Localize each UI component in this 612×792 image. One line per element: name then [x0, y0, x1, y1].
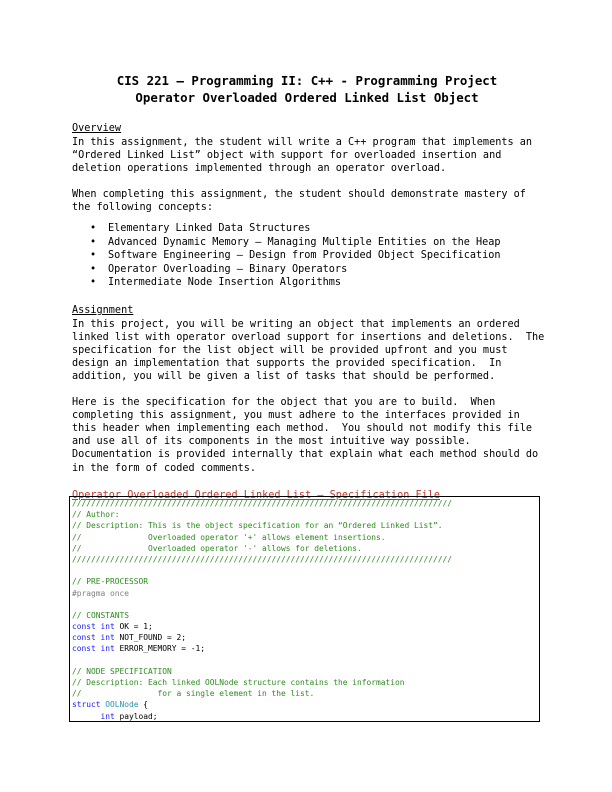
concept-item [72, 222, 542, 236]
concept-text: Elementary Linked Data Structures [108, 223, 311, 235]
code-token: // Overloaded operator '+' allows element insertions. [72, 532, 386, 542]
concept-list [72, 222, 542, 290]
code-token: #pragma once [72, 588, 130, 598]
concept-item [72, 276, 542, 290]
concept-text: Operator Overloading – Binary Operators [108, 263, 348, 275]
code-token: const int [72, 644, 115, 654]
paragraph-gap [72, 175, 542, 188]
code-line [72, 643, 537, 654]
code-line [72, 621, 537, 632]
concept-item [72, 249, 542, 263]
code-token: // CONSTANTS [72, 610, 130, 620]
document-title-line-2: Operator Overloaded Ordered Linked List Object [135, 90, 479, 105]
code-token: // Description: This is the object specification for an “Ordered Linked List”. [72, 521, 443, 531]
code-token: int [100, 711, 115, 721]
code-token: OOLNode [105, 700, 139, 710]
code-token: NOT_FOUND = 2; [114, 633, 187, 643]
code-token: OK = 1; [114, 622, 153, 632]
paragraph-gap [72, 383, 542, 396]
code-token: // NODE SPECIFICATION [72, 666, 172, 676]
assignment-paragraph-2: Here is the specification for the object that you are to build. When completing this assignment, you must adhere to the interfaces provided in this header when implementing each method. You should not modify this file and use all of its components in the most intuitive way possible. Documentation is provided internally that explain what each method should do in the form of coded comments. [72, 397, 539, 474]
code-line [72, 543, 537, 554]
assignment-paragraph-1: In this project, you will be writing an object that implements an ordered linked list with operator overload support for insertions and deletions. The specification for the list object will be provided upfront and you must design an implementation that supports the provided specification. In addition, you will be given a list of tasks that should be performed. [72, 318, 545, 382]
document-title-line-1: CIS 221 – Programming II: C++ - Programming Project [116, 73, 498, 88]
code-line [72, 632, 537, 643]
bullet-icon: • [90, 236, 97, 248]
concept-text: Intermediate Node Insertion Algorithms [108, 277, 342, 289]
code-line [72, 699, 537, 710]
code-token: // PRE-PROCESSOR [72, 577, 149, 587]
concept-item [72, 263, 542, 277]
concept-text: Advanced Dynamic Memory – Managing Multiple Entities on the Heap [108, 236, 501, 248]
code-line [72, 599, 537, 610]
code-line [72, 666, 537, 677]
code-line [72, 554, 537, 565]
concept-text: Software Engineering – Design from Provided Object Specification [108, 250, 501, 262]
code-line [72, 688, 537, 699]
code-token: // for a single element in the list. [72, 689, 315, 699]
code-line [72, 655, 537, 666]
code-line [72, 588, 537, 599]
spec-file-heading: Operator Overloaded Ordered Linked List – Specification File [72, 489, 441, 501]
code-token: //////////////////////////////////////////////////////////////////////////////// [72, 499, 453, 508]
concept-item [72, 236, 542, 250]
code-line [72, 509, 537, 520]
overview-paragraph-2: When completing this assignment, the student should demonstrate mastery of the following concepts: [72, 188, 526, 213]
bullet-icon: • [90, 250, 97, 262]
bullet-icon: • [90, 277, 97, 289]
overview-paragraph-1: In this assignment, the student will write a C++ program that implements an “Ordered Linked List” object with support for overloaded insertion and deletion operations implemented through an operator overload. [72, 136, 533, 174]
code-listing [69, 496, 540, 722]
code-line [72, 711, 537, 722]
code-token: ERROR_MEMORY = -1; [114, 644, 206, 654]
overview-heading: Overview [72, 123, 122, 134]
document-page [72, 72, 545, 502]
code-line [72, 532, 537, 543]
code-line [72, 565, 537, 576]
code-token: const int [72, 622, 115, 632]
code-line [72, 677, 537, 688]
code-token: struct [72, 700, 101, 710]
code-token: const int [72, 633, 115, 643]
code-token: // Description: Each linked OOLNode structure contains the information [72, 678, 405, 687]
code-line [72, 610, 537, 621]
code-token: { [138, 700, 149, 710]
code-line [72, 576, 537, 587]
code-token: //////////////////////////////////////////////////////////////////////////////// [72, 554, 453, 564]
code-token [72, 712, 101, 721]
code-token: // Author: [72, 510, 120, 520]
code-line [72, 498, 537, 509]
code-line [72, 520, 537, 531]
assignment-heading: Assignment [72, 305, 134, 317]
bullet-icon: • [90, 223, 97, 235]
bullet-icon: • [90, 263, 97, 275]
code-token: payload; [114, 711, 158, 721]
code-token: // Overloaded operator '-' allows for deletions. [72, 543, 362, 553]
